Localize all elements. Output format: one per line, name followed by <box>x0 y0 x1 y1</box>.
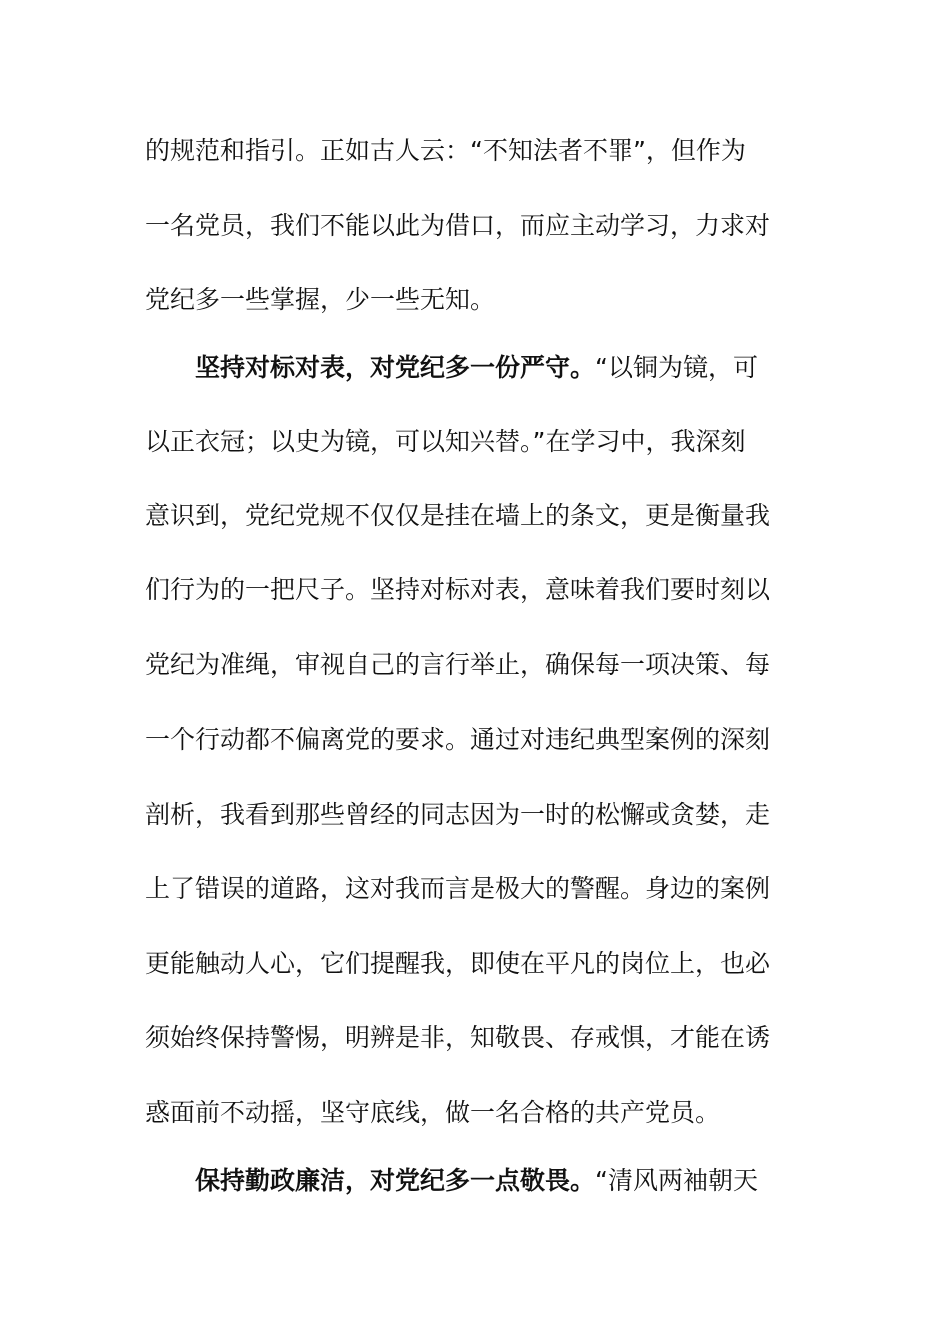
paragraph-line-4 <box>195 350 785 386</box>
line-text: 一名党员，我们不能以此为借口，而应主动学习，力求对 <box>145 211 771 240</box>
line-text: “以铜为镜，可 <box>595 353 758 382</box>
line-text: 须始终保持警惕，明辨是非，知敬畏、存戒惧，才能在诱 <box>145 1023 771 1052</box>
paragraph-line-12 <box>145 946 785 982</box>
paragraph-line-10 <box>145 797 785 833</box>
line-text: 意识到，党纪党规不仅仅是挂在墙上的条文，更是衡量我 <box>145 501 771 530</box>
paragraph-line-7 <box>145 572 785 608</box>
line-text: 党纪多一些掌握，少一些无知。 <box>145 285 496 314</box>
paragraph-line-8 <box>145 647 785 683</box>
line-text: “清风两袖朝天 <box>595 1166 758 1195</box>
line-text: 的规范和指引。正如古人云：“不知法者不罪”，但作为 <box>145 136 746 165</box>
section-heading: 坚持对标对表，对党纪多一份严守。 <box>195 353 596 382</box>
paragraph-line-13 <box>145 1020 785 1056</box>
paragraph-line-5 <box>145 424 785 460</box>
paragraph-line-15 <box>195 1163 785 1199</box>
paragraph-line-2 <box>145 208 785 244</box>
line-text: 上了错误的道路，这对我而言是极大的警醒。身边的案例 <box>145 874 771 903</box>
line-text: 以正衣冠；以史为镜，可以知兴替。”在学习中，我深刻 <box>145 427 746 456</box>
paragraph-line-6 <box>145 498 785 534</box>
line-text: 惑面前不动摇，坚守底线，做一名合格的共产党员。 <box>145 1098 721 1127</box>
line-text: 剖析，我看到那些曾经的同志因为一时的松懈或贪婪，走 <box>145 800 771 829</box>
paragraph-line-9 <box>145 722 785 758</box>
line-text: 们行为的一把尺子。坚持对标对表，意味着我们要时刻以 <box>145 575 771 604</box>
paragraph-line-14 <box>145 1095 785 1131</box>
line-text: 党纪为准绳，审视自己的言行举止，确保每一项决策、每 <box>145 650 771 679</box>
paragraph-line-1 <box>145 133 785 169</box>
line-text: 一个行动都不偏离党的要求。通过对违纪典型案例的深刻 <box>145 725 771 754</box>
line-text: 更能触动人心，它们提醒我，即使在平凡的岗位上，也必 <box>145 949 771 978</box>
paragraph-line-11 <box>145 871 785 907</box>
section-heading: 保持勤政廉洁，对党纪多一点敬畏。 <box>195 1166 596 1195</box>
paragraph-line-3 <box>145 282 785 318</box>
